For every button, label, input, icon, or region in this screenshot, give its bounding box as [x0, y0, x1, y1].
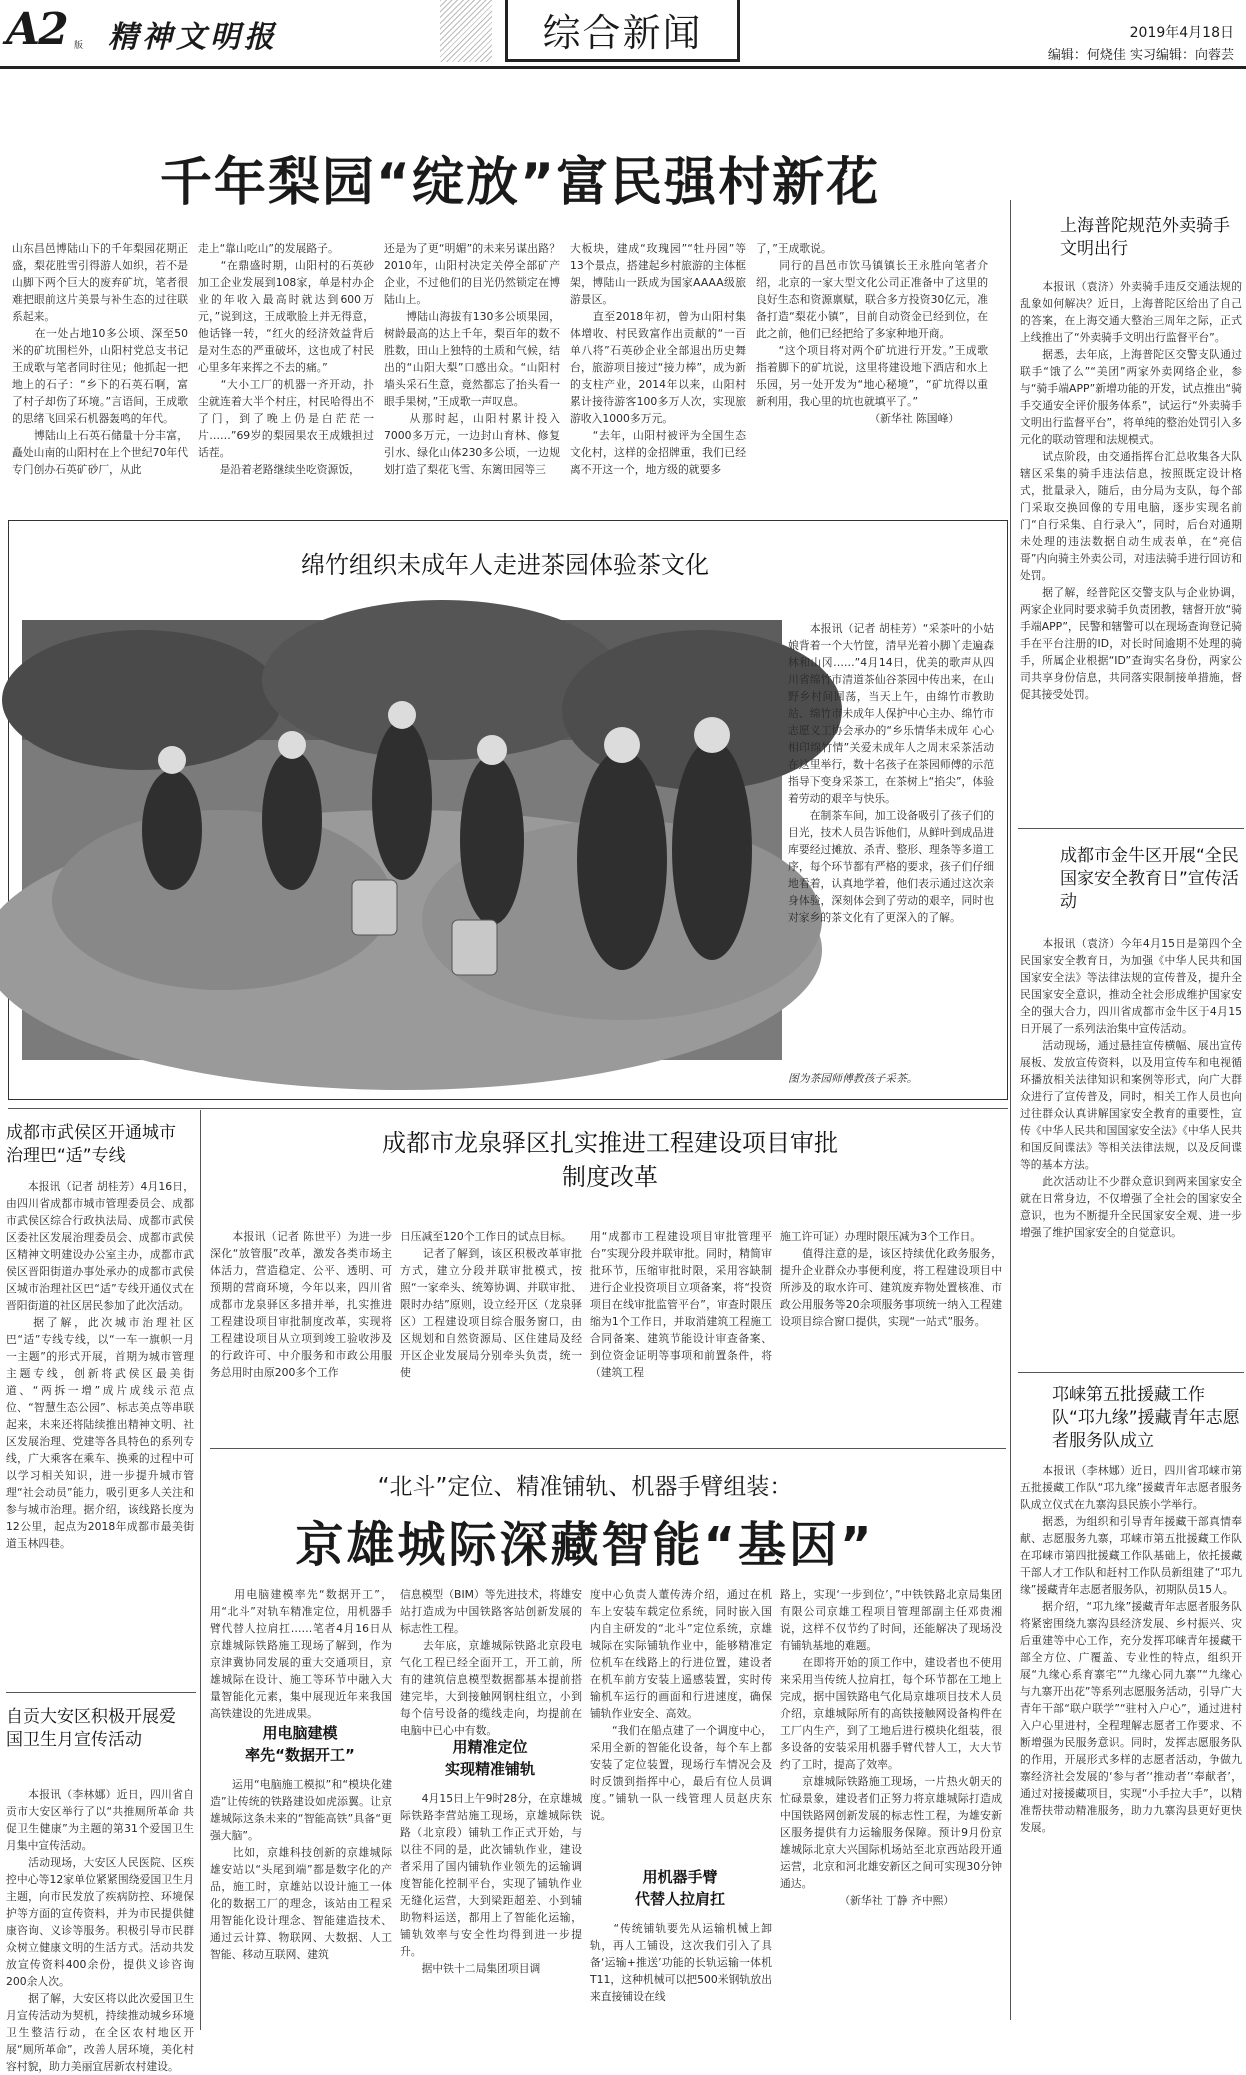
- newspaper-logo: 精神文明报: [108, 20, 278, 55]
- lead-article-col-5: 了，”王成歌说。 同行的昌邑市饮马镇镇长王永胜向笔者介绍，北京的一家大型文化公司正准备中了这里的良好生态和资源禀赋，联合多方投资30亿元，准备打造“梨花小镇”，目前自动资金已经到位，在此之前，他们已经把给了多家种地开商。 “这个项目将对两个矿坑进行开发。”王成歌指着脚下的矿坑说，这里将建设地下酒店和水上乐园，另一处开发为“地心秘境”，“矿坑得以重新利用，我心里的坑也就填平了。” （新华社 陈国峰）: [756, 242, 988, 425]
- qionglai-body: 本报讯（李林娜）近日，四川省邛崃市第五批援藏工作队“邛九缘”援藏青年志愿者服务队成立仪式在九寨沟县民族小学举行。 据悉，为组织和引导青年援藏干部真情奉献、志愿服务九寨，邛崃市第五批援藏工作队在邛崃市第四批援藏工作队基础上，依托援藏干部人才工作队和赶村工作队员新组建了“邛九缘”援藏青年志愿者服务队，初期队员15人。 据介绍，“邛九缘”援藏青年志愿者服务队将紧密围绕九寨沟县经济发展、乡村振兴、灾后重建等中心工作，充分发挥邛崃青年援藏干部全方位、广覆盖、专业性的特点，组织开展“九缘心系育寨宅”“九缘心同九寨”“九缘心与九寨开出花”等系列志愿服务活动，引导广大青年干部“联户联学”“驻村入户心”，通过进村入户心里进村，全程理解志愿者工作要求、不断增强为民服务意识。同时，发挥志愿服务队的作用，开展形式多样的志愿者活动，争做九寨经济社会发展的‘参与者’‘推动者’‘奉献者’，通过对接援藏项目，实现“小手拉大手”，以精准帮扶带动精准服务，助力九寨沟县更好更快发展。: [1020, 1464, 1242, 1834]
- jingxiong-col-2b: 4月15日上午9时28分，在京雄城际铁路李营站施工现场，京雄城际铁路（北京段）铺轨工作正式开始，与以往不同的是，此次铺轨作业，建设者采用了国内铺轨作业领先的运输调度智能化控制平台，实现了铺轨作业无缝化运营，大到梁距超差、小到辅助物料运送，都用上了智能化运输，铺轨效率与安全性均得到进一步提升。 据中铁十二局集团项目调: [400, 1792, 582, 1975]
- column-divider: [1010, 200, 1011, 2020]
- issue-date: 2019年4月18日: [1129, 25, 1234, 41]
- lead-headline: 千年梨园“绽放”富民强村新花: [159, 153, 881, 213]
- decorative-hatch: [440, 0, 492, 62]
- section-divider: [8, 1108, 1008, 1109]
- qionglai-title: 邛崃第五批援藏工作队“邛九缘”援藏青年志愿者服务队成立: [1052, 1385, 1240, 1451]
- jingxiong-subhead-3: 用机器手臂 代替人拉肩扛: [634, 1868, 725, 1908]
- lead-article-col-2: 走上“靠山吃山”的发展路子。 “在鼎盛时期，山阳村的石英砂加工企业发展到108家，单是村办企业的年收入最高时就达到600万元，”说到这，王成歌脸上并无得意，他话锋一转，“红火的经济效益背后是对生态的严重破坏，这也成了村民心里多年来挥之不去的痛。” “大小工厂的机器一齐开动，扑尘就连着大半个村庄，村民哈得出不了门，到了晚上仍是白茫茫一片……”69岁的梨园果农王成娥担过话茬。 是沿着老路继续坐吃资源饭，: [198, 242, 374, 476]
- longquan-col-4: 施工许可证）办理时限压减为3个工作日。 值得注意的是，该区持续优化政务服务，提升企业群众办事便利度，将工程建设项目中所涉及的取水许可、建筑废弃物处置核准、市政公用服务等20余项服务事项统一纳入工程建设项目综合窗口提供，实现“一站式”服务。: [780, 1230, 1002, 1328]
- jingxiong-col-1a: 用电脑建模率先“数据开工”，用“北斗”对轨车精准定位，用机器手臂代替人拉肩扛……笔者4月16日从京雄城际铁路施工现场了解到，作为京津冀协同发展的重大交通项目，京雄城际在设计、施工等环节中融入大量智能化元素，集中展现近年来我国高铁建设的先进成果。: [210, 1588, 392, 1720]
- jinniu-title: 成都市金牛区开展“全民国家安全教育日”宣传活动: [1060, 846, 1239, 912]
- putuo-title: 上海普陀规范外卖骑手文明出行: [1060, 216, 1230, 259]
- section-divider: [210, 1448, 1006, 1449]
- jingxiong-headline: 京雄城际深藏智能“基因”: [295, 1517, 875, 1573]
- wuhou-title: 成都市武侯区开通城市治理巴“适”专线: [6, 1123, 176, 1166]
- section-divider: [6, 1692, 196, 1693]
- tea-photo-caption: 图为茶园师傅教孩子采茶。: [788, 1072, 918, 1085]
- jingxiong-col-3b: “传统铺轨要先从运输机械上卸轨，再人工铺设，这次我们引入了具备‘运输+推送’功能的长轨运输一体机T11，这种机械可以把500米钢轨放出来直接铺设在线: [590, 1922, 772, 2003]
- putuo-body: 本报讯（袁济）外卖骑手违反交通法规的乱象如何解决？近日，上海普陀区给出了自己的答案，在上海交通大整治三周年之际，正式上线推出了“外卖骑手文明出行监督平台”。 据悉，去年底，上海普陀区交警支队通过联手“饿了么”“美团”两家外卖网络企业，参与“骑手端APP”新增功能的开发，试点推出“骑手交通安全评价服务体系”，试运行“外卖骑手文明出行监督平台”，将单纯的整治处罚引入多元化的联动管理和法规模式。 试点阶段，由交通指挥台汇总收集各大队辖区采集的骑手违法信息，按照既定设计格式，批量录入，随后，由分局为支队，每个部门采取交换回像的专用电脑，逐步实现名前门“自行采集、自行录入”，同时，后台对通期未处理的违法数据自动生成表单，在“亮信哥”内向骑主外卖公司，对违法骑手进行回访和处罚。 据了解，经普陀区交警支队与企业协调，两家企业同时要求骑手负责团教，辖督开放“骑手端APP”，民警和辖警可以在现场查询登记骑手在平台注册的ID，对长时间逾期不处理的骑手，所属企业根据“ID”查询实名身份，两家公司共享身份信息，共同落实限制接单措施，督促其接受处罚。: [1020, 280, 1242, 701]
- page-number: A2: [6, 4, 67, 55]
- lead-article-col-3: 还是为了更“明媚”的未来另谋出路？2010年，山阳村决定关停全部矿产企业，不过他们的目光仍然锁定在博陆山上。 博陆山海拔有130多公顷果园，树龄最高的达上千年，梨百年的数不胜数，田山上独特的土质和气候，结出的“山阳大梨”口感出众。“山阳村墙头采石生意，竟然都忘了抬头看一眼手果树，”王成歌一声叹息。 从那时起，山阳村累计投入7000多万元，一边封山育林、修复引水、绿化山体230多公顷，一边规划打造了梨花飞雪、东篱田园等三: [384, 242, 560, 476]
- edition-mark: 版: [74, 41, 84, 51]
- masthead-rule: [0, 66, 1246, 69]
- masthead: [0, 0, 1246, 70]
- tea-garden-photo-illustration: [22, 620, 782, 1060]
- jingxiong-col-2a: 信息模型（BIM）等先进技术，将雄安站打造成为中国铁路客站创新发展的标志性工程。 去年底，京雄城际铁路北京段电气化工程已经全面开工，开工前，所有的建筑信息模型数据都基本提前搭建完毕，大到接触网钢柱组立，小到每个信号设备的缆线走向，均提前在电脑中已心中有数。: [400, 1588, 582, 1737]
- lead-article-col-4: 大板块，建成“玫瑰园”“牡丹园”等13个景点，搭建起乡村旅游的主体框架，博陆山一跃成为国家AAAA级旅游景区。 直至2018年初，曾为山阳村集体增收、村民致富作出贡献的“一百单八将”石英砂企业全部退出历史舞台，旅游项目接过“接力棒”，成为新的支柱产业，2014年以来，山阳村累计接待游客100多万人次，实现旅游收入1000多万元。 “去年，山阳村被评为全国生态文化村，这样的金招牌重，我们已经离不开这一个，地方级的就要多: [570, 242, 746, 476]
- jingxiong-col-1b: 运用“电脑施工模拟”和“模块化建造”让传统的铁路建设如虎添翼。让京雄城际这条未来的“智能高铁”具备“更强大脑”。 比如，京雄科技创新的京雄城际雄安站以“头尾到端”都是数字化的产品，施工时，京雄站以设计施工一体化的数据工厂的理念，该站由工程采用智能化设计理念、智能建造技术、通过云计算、物联网、大数据、人工智能、移动互联网、建筑: [210, 1778, 392, 1961]
- longquan-col-3: 用“成都市工程建设项目审批管理平台”实现分段并联审批。同时，精简审批环节，压缩审批时限，采用容缺制进行企业投资项目立项备案，将“投资项目在线审批监管平台”，审查时限压缩为1个工作日，并取消建筑工程施工合同备案、建筑节能设计审查备案、到位资金证明等事项和前置条件，将（建筑工程: [590, 1230, 772, 1379]
- wuhou-body: 本报讯（记者 胡桂芳）4月16日，由四川省成都市城市管理委员会、成都市武侯区综合行政执法局、成都市武侯区委社区发展治理委员会、成都市武侯区精神文明建设办公室主办，成都市武侯区晋阳街道办事处承办的成都市武侯区城市治理社区巴“适”专线开通仪式在晋阳街道的社区居民参加了此次活动。 据了解，此次城市治理社区巴“适”专线专线，以“一车一旗帜一月一主题”的形式开展，首期为城市管理主题专线，创新将武侯区最美街道、“两拆一增”成片成线示范点位、“智慧生态公园”、标志美点等串联起来，未来还将陆续推出精神文明、社区发展治理、党建等各具特色的系列专线，广大乘客在乘车、换乘的过程中可以学习相关知识，进一步提升城市管理“社会动员”能力，吸引更多人关注和参与城市治理。据介绍，该线路长度为12公里，起点为2018年成都市最美街道玉林四巷。: [6, 1180, 194, 1550]
- jingxiong-col-4: 路上，实现‘一步到位’，”中铁铁路北京局集团有限公司京雄工程项目管理部副主任邓贵湘说，这样不仅节约了时间，还能解决了现场没有铺轨基地的难题。 在即将开始的顶工作中，建设者也不使用来采用当传统人拉肩扛，每个环节都在工地上完成，据中国铁路电气化局京雄项目技术人员介绍，京雄城际所有的高铁接触网设备构件在工厂内生产，到了工地后进行模块化组装，很多设备的安装采用机器手臂代替人工，大大节约了工时，提高了效率。 京雄城际铁路施工现场，一片热火朝天的忙碌景象，建设者们正努力将京雄城际打造成中国铁路网创新发展的标志性工程，为雄安新区服务提供有力运输服务保障。预计9月份京雄城际北京大兴国际机场站至北京西站段开通运营，北京和河北雄安新区之间可实现30分钟通达。 （新华社 丁静 齐中熙）: [780, 1588, 1002, 1907]
- tea-garden-photo: [22, 620, 782, 1060]
- longquan-headline: 成都市龙泉驿区扎实推进工程建设项目审批制度改革: [382, 1129, 838, 1191]
- daan-title: 自贡大安区积极开展爱国卫生月宣传活动: [6, 1707, 176, 1750]
- longquan-col-2: 日压减至120个工作日的试点目标。 记者了解到，该区积极改革审批方式，建立分段并联审批模式，按照“一家牵头、统筹协调、并联审批、限时办结”原则，设立经开区（龙泉驿区）工程建设项目综合服务窗口，由区规划和自然资源局、区住建局及经开区企业发展局分别牵头负责，统一使: [400, 1230, 582, 1379]
- daan-body: 本报讯（李林娜）近日，四川省自贡市大安区举行了以“共推厕所革命 共促卫生健康”为主题的第31个爱国卫生月集中宣传活动。 活动现场，大安区人民医院、区疾控中心等12家单位紧紧围绕爱国卫生月主题，向市民发放了疾病防控、环境保护等方面的宣传资料，并为市民提供健康咨询、义诊等服务。积极引导市民群众树立健康文明的生活方式。活动共发放宣传资料400余份，提供义诊咨询200余人次。 据了解，大安区将以此次爱国卫生月宣传活动为契机，持续推动城乡环境卫生整洁行动，在全区农村地区开展“厕所革命”，改善人居环境，美化村容村貌，助力美丽宜居新农村建设。: [6, 1788, 194, 2073]
- tea-body: 本报讯（记者 胡桂芳）“采茶叶的小姑娘背着一个大竹筐，清早光着小脚丫走遍森林和山冈……”4月14日，优美的歌声从四川省绵竹市清道茶仙谷茶园中传出来，在山野乡村间回荡，当天上午，由绵竹市教助站、绵竹市未成年人保护中心主办、绵竹市志愿义工协会承办的“乡乐情华未成年 心心相印绵竹情”关爱未成年人之周末采茶活动在这里举行，数十名孩子在茶园师傅的示范指导下变身采茶工，在茶树上“掐尖”，体验着劳动的艰辛与快乐。 在制茶车间，加工设备吸引了孩子们的目光，技术人员告诉他们，从鲜叶到成品进库要经过摊放、杀青、整形、理条等多道工序，每个环节都有严格的要求，孩子们仔细地看着，认真地学着，他们表示通过这次亲身体验，深刻体会到了劳动的艰辛，同时也对家乡的茶文化有了更深入的了解。: [788, 622, 994, 924]
- jinniu-body: 本报讯（袁济）今年4月15日是第四个全民国家安全教育日，为加强《中华人民共和国国家安全法》等法律法规的宣传普及，提升全民国家安全意识，推动全社会形成维护国家安全的强大合力，四川省成都市金牛区于4月15日开展了一系列法治集中宣传活动。 活动现场，通过悬挂宣传横幅、展出宣传展板、发放宣传资料，以及用宣传车和电视循环播放相关法律知识和案例等形式，向广大群众进行了宣传普及，同时，相关工作人员也向过往群众认真讲解国家安全教育的重要性，宣传《中华人民共和国国家安全法》《中华人民共和国反间谍法》等相关法律法规，以及反间谍等的基本方法。 此次活动让不少群众意识到两来国家安全就在日常身边，不仅增强了全社会的国家安全意识，也为不断提升全民国家安全观、进一步增强了维护国家安全的自觉意识。: [1020, 937, 1242, 1239]
- editor-credits: 编辑：何烧佳 实习编辑：向蓉芸: [1047, 48, 1234, 63]
- section-divider: [1018, 1372, 1244, 1373]
- jingxiong-subhead-2: 用精准定位 实现精准铺轨: [444, 1738, 535, 1778]
- jingxiong-subhead-1: 用电脑建模 率先“数据开工”: [245, 1724, 355, 1764]
- section-divider: [1018, 828, 1244, 829]
- tea-headline: 绵竹组织未成年人走进茶园体验茶文化: [301, 551, 709, 579]
- jingxiong-kicker: “北斗”定位、精准铺轨、机器手臂组装：: [377, 1474, 793, 1500]
- jingxiong-col-3a: 度中心负责人董传涛介绍，通过在机车上安装车载定位系统，同时嵌入国内自主研发的“北斗”定位系统，京雄城际在实际铺轨作业中，能够精准定位机车在线路上的行进位置，建设者在机车前方安装上遥感装置，实时传输机车运行的画面和行进速度，确保铺轨作业安全、高效。 “我们在船点建了一个调度中心，采用全新的智能化设备，每个车上都安装了定位装置，现场行车情况会及时反馈到指挥中心，最后有位人员调度。”铺轨一队一线管理人员赵庆东说。: [590, 1588, 772, 1822]
- longquan-col-1: 本报讯（记者 陈世平）为进一步深化“放管服”改革，激发各类市场主体活力，营造稳定、公平、透明、可预期的营商环境，今年以来，四川省成都市龙泉驿区多措并举，扎实推进工程建设项目审批制度改革，实现将工程建设项目从立项到竣工验收涉及的行政许可、中介服务和市政公用服务总用时由原200多个工作: [210, 1230, 392, 1379]
- section-title: 综合新闻: [505, 0, 740, 62]
- lead-article-col-1: 山东昌邑博陆山下的千年梨园花期正盛，梨花胜雪引得游人如织，若不是山脚下两个巨大的废弃矿坑，笔者很难把眼前这片美景与补生态的过往联系起来。 在一处占地10多公顷、深至50米的矿坑围栏外，山阳村党总支书记王成歌与笔者同时往见；他抓起一把地上的石子：“乡下的石英石啊，富了村子却伤了环境。”言语间，王成歌的思绪飞回采石机器轰鸣的年代。 博陆山上石英石储量十分丰富，矗处山南的山阳村在上个世纪70年代专门创办石英矿砂厂，从此: [12, 242, 188, 476]
